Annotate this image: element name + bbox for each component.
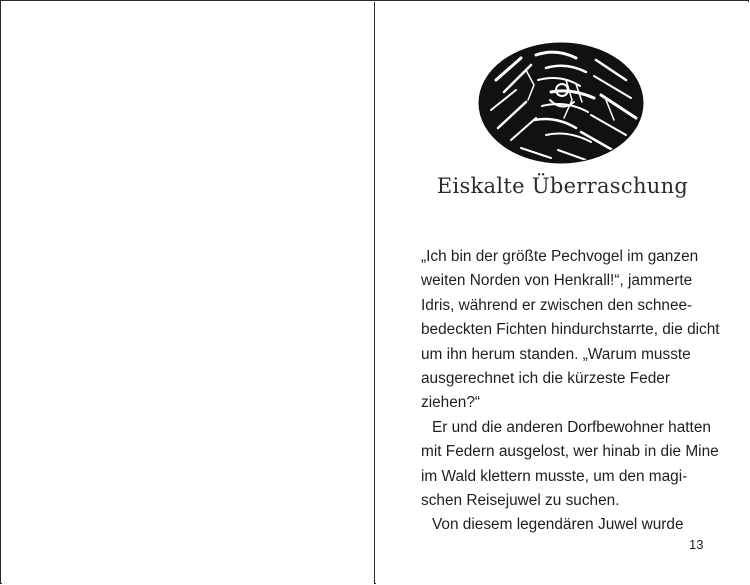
page-number: 13: [689, 537, 704, 552]
text-line: weiten Norden von Henkrall!“, jammerte: [421, 272, 693, 290]
text-line: um ihn herum standen. „Warum musste: [421, 345, 691, 363]
text-line: Idris, während er zwischen den schnee-: [421, 296, 693, 314]
text-line: ziehen?“: [421, 394, 481, 412]
chapter-title: Eiskalte Überraschung: [436, 174, 689, 198]
text-line: Von diesem legendären Juwel wurde: [432, 516, 684, 534]
text-line: „Ich bin der größte Pechvogel im ganzen: [421, 248, 699, 265]
text-line: schen Reisejuwel zu suchen.: [421, 492, 620, 510]
right-page: [376, 2, 749, 584]
text-line: Er und die anderen Dorfbewohner hatten: [432, 418, 711, 436]
text-line: bedeckten Fichten hindurchstarrte, die dicht: [421, 321, 720, 339]
left-page-blank: [2, 2, 375, 584]
text-line: mit Federn ausgelost, wer hinab in die Mine: [421, 443, 719, 461]
text-line: im Wald klettern musste, um den magi-: [421, 467, 688, 485]
text-line: ausgerechnet ich die kürzeste Feder: [421, 370, 670, 388]
chapter-illustration: [476, 40, 646, 166]
chapter-body-text: [421, 245, 721, 538]
